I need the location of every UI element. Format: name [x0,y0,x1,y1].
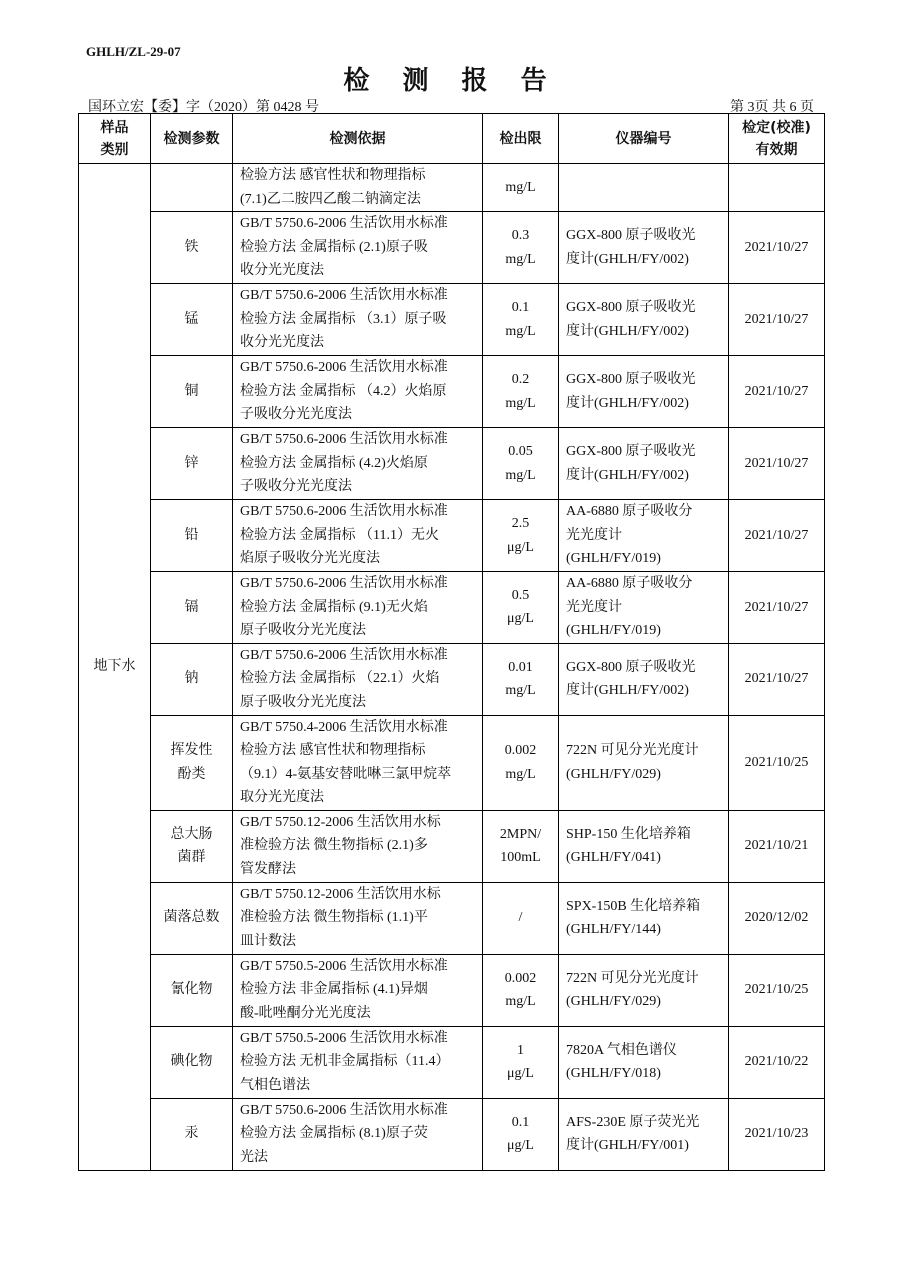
param-cell: 总大肠 菌群 [151,810,233,882]
table-row [79,1098,825,1170]
param-cell [151,164,233,212]
param-cell: 氰化物 [151,954,233,1026]
limit-cell: 0.5 μg/L [483,572,559,644]
table-row [79,572,825,644]
limit-cell: 0.1 mg/L [483,284,559,356]
document-code: GHLH/ZL-29-07 [86,44,181,59]
validity-cell [729,164,825,212]
basis-cell: GB/T 5750.12-2006 生活饮用水标 准检验方法 微生物指标 (1.1)平 皿计数法 [233,882,483,954]
instrument-cell: SPX-150B 生化培养箱 (GHLH/FY/144) [559,882,729,954]
validity-cell: 2021/10/25 [729,715,825,810]
validity-cell: 2021/10/27 [729,643,825,715]
page-indicator: 第 3页 共 6 页 [730,100,814,115]
table-row [79,284,825,356]
table-row [79,715,825,810]
basis-cell: 检验方法 感官性状和物理指标 (7.1)乙二胺四乙酸二钠滴定法 [233,164,483,212]
basis-cell: GB/T 5750.6-2006 生活饮用水标准 检验方法 金属指标 （11.1）无火 焰原子吸收分光光度法 [233,500,483,572]
sample-type-cell: 地下水 [79,164,151,1171]
param-cell: 碘化物 [151,1026,233,1098]
limit-cell: 0.3 mg/L [483,212,559,284]
validity-cell: 2021/10/22 [729,1026,825,1098]
report-number: 国环立宏【委】字（2020）第 0428 号 [88,100,319,115]
instrument-cell: 722N 可见分光光度计 (GHLH/FY/029) [559,954,729,1026]
table-row [79,164,825,212]
param-cell: 锰 [151,284,233,356]
basis-cell: GB/T 5750.6-2006 生活饮用水标准 检验方法 金属指标 (9.1)无火焰 原子吸收分光光度法 [233,572,483,644]
limit-cell: 1 μg/L [483,1026,559,1098]
validity-cell: 2021/10/27 [729,212,825,284]
limit-cell: 0.002 mg/L [483,715,559,810]
table-row [79,882,825,954]
col-header-sample-type: 样品 类别 [79,114,151,164]
instrument-cell: GGX-800 原子吸收光 度计(GHLH/FY/002) [559,284,729,356]
table-row [79,643,825,715]
validity-cell: 2021/10/23 [729,1098,825,1170]
limit-cell: 0.2 mg/L [483,356,559,428]
basis-cell: GB/T 5750.6-2006 生活饮用水标准 检验方法 金属指标 （3.1）原子吸 收分光光度法 [233,284,483,356]
table-header-row [79,114,825,164]
validity-cell: 2021/10/21 [729,810,825,882]
instrument-cell: GGX-800 原子吸收光 度计(GHLH/FY/002) [559,356,729,428]
instrument-cell [559,164,729,212]
table-row [79,1026,825,1098]
param-cell: 铜 [151,356,233,428]
instrument-cell: GGX-800 原子吸收光 度计(GHLH/FY/002) [559,212,729,284]
table-row [79,954,825,1026]
validity-cell: 2021/10/25 [729,954,825,1026]
limit-cell: / [483,882,559,954]
param-cell: 锌 [151,428,233,500]
test-report-table [78,113,825,1171]
col-header-limit: 检出限 [483,114,559,164]
validity-cell: 2021/10/27 [729,572,825,644]
instrument-cell: GGX-800 原子吸收光 度计(GHLH/FY/002) [559,643,729,715]
instrument-cell: AFS-230E 原子荧光光 度计(GHLH/FY/001) [559,1098,729,1170]
basis-cell: GB/T 5750.6-2006 生活饮用水标准 检验方法 金属指标 (4.2)火焰原 子吸收分光光度法 [233,428,483,500]
basis-cell: GB/T 5750.12-2006 生活饮用水标 准检验方法 微生物指标 (2.1)多 管发酵法 [233,810,483,882]
basis-cell: GB/T 5750.4-2006 生活饮用水标准 检验方法 感官性状和物理指标 （9.1）4-氨基安替吡啉三氯甲烷萃 取分光光度法 [233,715,483,810]
validity-cell: 2021/10/27 [729,356,825,428]
basis-cell: GB/T 5750.6-2006 生活饮用水标准 检验方法 金属指标 (2.1)原子吸 收分光光度法 [233,212,483,284]
instrument-cell: 722N 可见分光光度计 (GHLH/FY/029) [559,715,729,810]
param-cell: 汞 [151,1098,233,1170]
col-header-instrument: 仪器编号 [559,114,729,164]
param-cell: 镉 [151,572,233,644]
param-cell: 铁 [151,212,233,284]
validity-cell: 2021/10/27 [729,500,825,572]
report-title: 检 测 报 告 [343,66,559,96]
col-header-param: 检测参数 [151,114,233,164]
instrument-cell: 7820A 气相色谱仪 (GHLH/FY/018) [559,1026,729,1098]
param-cell: 铅 [151,500,233,572]
instrument-cell: SHP-150 生化培养箱 (GHLH/FY/041) [559,810,729,882]
validity-cell: 2021/10/27 [729,428,825,500]
limit-cell: 2.5 μg/L [483,500,559,572]
basis-cell: GB/T 5750.6-2006 生活饮用水标准 检验方法 金属指标 （22.1）火焰 原子吸收分光光度法 [233,643,483,715]
param-cell: 菌落总数 [151,882,233,954]
validity-cell: 2020/12/02 [729,882,825,954]
basis-cell: GB/T 5750.5-2006 生活饮用水标准 检验方法 非金属指标 (4.1)异烟 酸-吡唑酮分光光度法 [233,954,483,1026]
table-row [79,428,825,500]
limit-cell: 0.002 mg/L [483,954,559,1026]
table-row [79,212,825,284]
col-header-basis: 检测依据 [233,114,483,164]
param-cell: 钠 [151,643,233,715]
basis-cell: GB/T 5750.6-2006 生活饮用水标准 检验方法 金属指标 (8.1)原子荧 光法 [233,1098,483,1170]
instrument-cell: GGX-800 原子吸收光 度计(GHLH/FY/002) [559,428,729,500]
table-row [79,356,825,428]
instrument-cell: AA-6880 原子吸收分 光光度计 (GHLH/FY/019) [559,572,729,644]
table-row [79,810,825,882]
limit-cell: 0.01 mg/L [483,643,559,715]
limit-cell: mg/L [483,164,559,212]
param-cell: 挥发性 酚类 [151,715,233,810]
basis-cell: GB/T 5750.6-2006 生活饮用水标准 检验方法 金属指标 （4.2）火焰原 子吸收分光光度法 [233,356,483,428]
validity-cell: 2021/10/27 [729,284,825,356]
limit-cell: 0.1 μg/L [483,1098,559,1170]
limit-cell: 0.05 mg/L [483,428,559,500]
basis-cell: GB/T 5750.5-2006 生活饮用水标准 检验方法 无机非金属指标（11.4） 气相色谱法 [233,1026,483,1098]
instrument-cell: AA-6880 原子吸收分 光光度计 (GHLH/FY/019) [559,500,729,572]
table-row [79,500,825,572]
col-header-validity: 检定(校准) 有效期 [729,114,825,164]
limit-cell: 2MPN/ 100mL [483,810,559,882]
